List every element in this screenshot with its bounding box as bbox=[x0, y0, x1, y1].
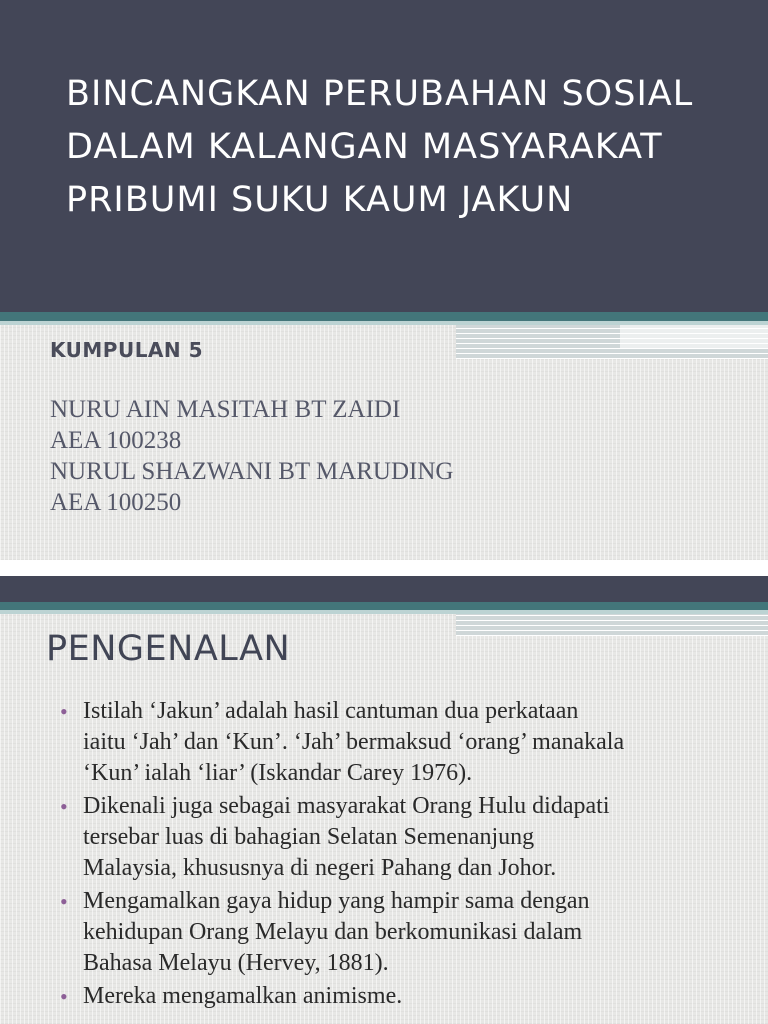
bullet-line: ‘Kun’ ialah ‘liar’ (Iskandar Carey 1976). bbox=[83, 760, 473, 786]
bullet-line: Mereka mengamalkan animisme. bbox=[83, 983, 403, 1009]
slide-title-line: PRIBUMI SUKU KAUM JAKUN bbox=[66, 180, 574, 220]
member-list bbox=[50, 394, 453, 518]
bullet-line: tersebar luas di bahagian Selatan Semenanjung bbox=[83, 824, 535, 850]
member-id: AEA 100238 bbox=[50, 427, 182, 454]
slide-title bbox=[66, 68, 746, 227]
bullet-line: iaitu ‘Jah’ dan ‘Kun’. ‘Jah’ bermaksud ‘orang’ manakala bbox=[83, 729, 625, 755]
decorative-block bbox=[620, 325, 768, 349]
bullet-line: Malaysia, khususnya di negeri Pahang dan Johor. bbox=[83, 855, 557, 881]
bullet-item bbox=[60, 791, 760, 884]
bullet-icon: • bbox=[60, 699, 68, 724]
member-name: NURU AIN MASITAH BT ZAIDI bbox=[50, 396, 401, 423]
member-name: NURUL SHAZWANI BT MARUDING bbox=[50, 458, 454, 485]
bullet-line: kehidupan Orang Melayu dan berkomunikasi dalam bbox=[83, 919, 583, 945]
bullet-item bbox=[60, 886, 760, 979]
bullet-icon: • bbox=[60, 794, 68, 819]
group-label: KUMPULAN 5 bbox=[50, 338, 204, 362]
bullet-icon: • bbox=[60, 889, 68, 914]
member-id: AEA 100250 bbox=[50, 489, 182, 516]
bullet-list bbox=[60, 696, 760, 1014]
decorative-lines bbox=[456, 614, 768, 636]
bullet-item bbox=[60, 696, 760, 789]
bullet-item bbox=[60, 981, 760, 1012]
slide-title-line: BINCANGKAN PERUBAHAN SOSIAL bbox=[66, 74, 694, 114]
slide-title-line: DALAM KALANGAN MASYARAKAT bbox=[66, 127, 663, 167]
section-title: PENGENALAN bbox=[46, 629, 291, 669]
slide-separator bbox=[0, 560, 768, 576]
header-band bbox=[0, 576, 768, 602]
bullet-line: Istilah ‘Jakun’ adalah hasil cantuman dua perkataan bbox=[83, 698, 579, 724]
accent-stripe bbox=[0, 312, 768, 321]
bullet-line: Dikenali juga sebagai masyarakat Orang Hulu didapati bbox=[83, 793, 610, 819]
accent-stripe bbox=[0, 602, 768, 610]
bullet-line: Mengamalkan gaya hidup yang hampir sama dengan bbox=[83, 888, 590, 914]
bullet-icon: • bbox=[60, 984, 68, 1009]
bullet-line: Bahasa Melayu (Hervey, 1881). bbox=[83, 950, 389, 976]
